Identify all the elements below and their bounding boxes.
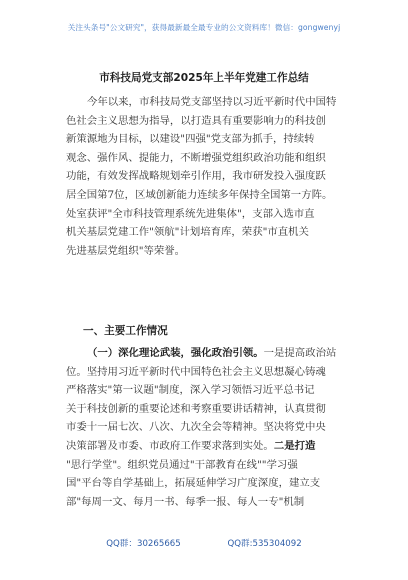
footer-qq-group-1: QQ群：30265665 bbox=[106, 539, 181, 549]
subsection-heading: （一）深化理论武装，强化政治引领。 bbox=[87, 347, 264, 359]
document-title: 市科技局党支部2025年上半年党建工作总结 bbox=[99, 72, 309, 84]
header-promo-note: 关注头条号"公文研究"，获得最新最全最专业的公文资料库！微信：gongwenyj bbox=[67, 23, 341, 32]
paragraph-line: 关于科技创新的重要论述和考察重要讲话精神，认真贯彻 bbox=[66, 402, 326, 415]
intro-paragraph bbox=[66, 93, 348, 260]
paragraph-line: 国"平台等自学基础上，拓展延伸学习广度深度，建立支 bbox=[66, 477, 321, 490]
section1-paragraph bbox=[66, 344, 348, 511]
paragraph-line: 机关基层党建工作"领航"计划培育库，荣获"市直机关 bbox=[66, 226, 309, 239]
paragraph-line: 观念、强作风、提能力，不断增强党组织政治功能和组织 bbox=[66, 151, 326, 164]
paragraph-text: 一是提高政治站 bbox=[263, 347, 337, 359]
paragraph-text: 决策部署及市委、市政府工作要求落到实处。 bbox=[66, 439, 274, 452]
paragraph-line: 功能，有效发挥战略规划牵引作用，我市研发投入强度跃 bbox=[66, 170, 326, 183]
paragraph-line bbox=[66, 344, 348, 363]
paragraph-line: 新策源地为目标，以建设"四强"党支部为抓手，持续转 bbox=[66, 133, 315, 146]
paragraph-line: 位。坚持用习近平新时代中国特色社会主义思想凝心铸魂 bbox=[66, 365, 326, 378]
paragraph-line: 先进基层党组织"等荣誉。 bbox=[66, 244, 186, 257]
paragraph-line: "思行学堂"。组织党员通过"干部教育在线""学习强 bbox=[66, 458, 298, 471]
paragraph-line: 今年以来，市科技局党支部坚持以习近平新时代中国特 bbox=[87, 96, 337, 108]
paragraph-line: 严格落实"第一议题"制度，深入学习领悟习近平总书记 bbox=[66, 384, 315, 397]
paragraph-line bbox=[66, 437, 348, 456]
paragraph-line: 市委十一届七次、八次、九次全会等精神。坚决将党中央 bbox=[66, 421, 326, 434]
paragraph-line: 处室获评"全市科技管理系统先进集体"，支部入选市直 bbox=[66, 207, 315, 220]
paragraph-line: 居全国第7位，区域创新能力连续多年保持全国第一方阵。 bbox=[66, 188, 333, 201]
footer-contact bbox=[0, 537, 408, 549]
section-heading: 一、主要工作情况 bbox=[83, 325, 168, 337]
paragraph-line: 色社会主义思想为指导，以打造具有重要影响力的科技创 bbox=[66, 114, 326, 127]
subsection-lead: 二是打造 bbox=[273, 439, 316, 452]
paragraph-line: 部"每周一文、每月一书、每季一报、每人一专"机制 bbox=[66, 495, 305, 508]
footer-qq-group-2: QQ群:535304092 bbox=[227, 539, 302, 549]
